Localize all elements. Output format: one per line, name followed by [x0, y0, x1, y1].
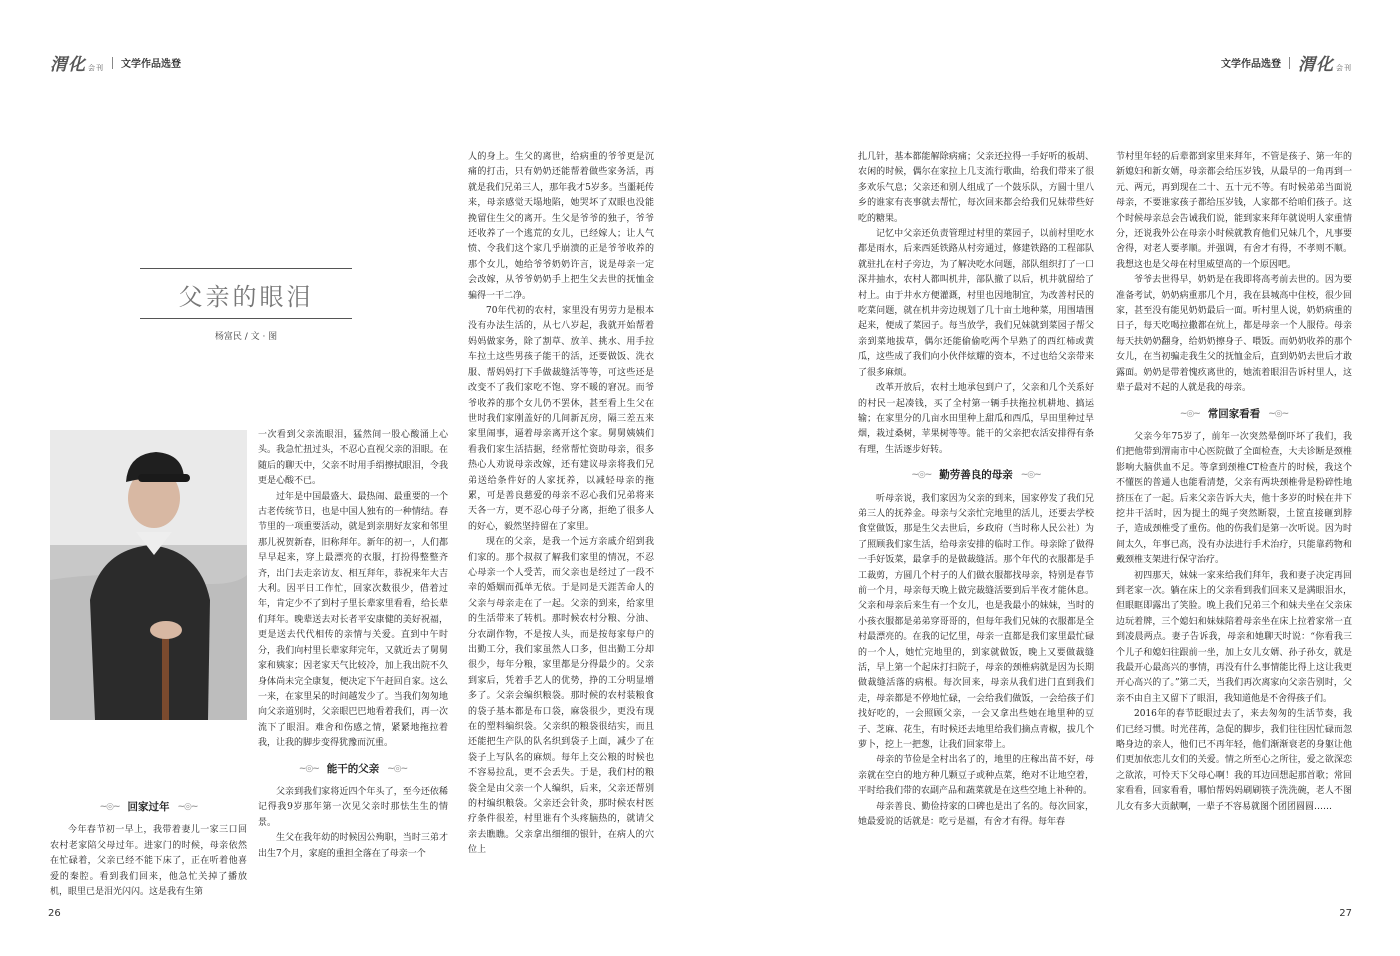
section-title: 文学作品选登	[1221, 59, 1281, 70]
section-heading	[858, 468, 1094, 483]
paragraph: 爷爷去世得早，奶奶是在我即将高考前去世的。因为要准备考试，奶奶病重那几个月，我在县城高中住校，很少回家，甚至没有能见奶奶最后一面。听村里人说，奶奶病重的日子，每天吃喝拉撒都在炕上，都是母亲一个人服侍。母亲每天扶奶奶翻身，给奶奶擦身子、喂饭。而奶奶收养的那个女儿，在当初骗走我生父的抚恤金后，直到奶奶去世后才敢露面。奶奶是带着愧疚离世的，她流着眼泪告诉村里人，这辈子最对不起的人就是我的母亲。	[1116, 275, 1352, 394]
column-4	[858, 150, 1094, 830]
ornament-left-icon: ~◎~	[99, 802, 120, 812]
right-header	[1221, 50, 1352, 75]
paragraph: 生父在我年幼的时候因公殉职，当时三弟才出生7个月，家庭的重担全落在了母亲一个	[258, 833, 448, 859]
column-1	[50, 790, 247, 900]
page-number-right: 27	[1339, 908, 1352, 919]
heading-text: 常回家看看	[1207, 407, 1261, 420]
paragraph: 扎几针，基本都能解除病痛；父亲还拉得一手好听的板胡、农闲的时候，偶尔在家拉上几支流行歌曲，给我们带来了很多欢乐气息；父亲还和别人组成了一个鼓乐队，方圆十里八乡的谁家有丧事就去帮忙，每次回来都会给我们兄妹带些好吃的糖果。	[858, 152, 1094, 224]
paragraph: 初四那天，妹妹一家来给我们拜年，我和妻子决定再回到老家一次。躺在床上的父亲看到我们回来又是满眼泪水，但眼眶即露出了笑脸。晚上我们兄弟三个和妹夫坐在父亲床边玩着牌，三个媳妇和妹妹陪着母亲坐在床上拉着家常一直到凌晨两点。妻子告诉我，母亲和她聊天时说：“你看我三个儿子和媳妇往跟前一坐，加上女儿女婿、孙子孙女，就是我最开心最高兴的事情，再没有什么事情能比得上这让我更开心高兴的了。”第二天，当我们再次离家向父亲告别时，父亲不由自主又留下了眼泪，我知道他是不舍得孩子们。	[1116, 570, 1352, 704]
father-photo	[50, 430, 247, 720]
heading-text: 勤劳善良的母亲	[939, 469, 1013, 482]
page-number-left: 26	[48, 908, 61, 919]
ornament-right-icon: ~◎~	[177, 802, 198, 812]
paragraph: 现在的父亲，是我一个远方亲戚介绍到我们家的。那个叔叔了解我们家里的情况，不忍心母亲一个人受苦，而父亲也是经过了一段不幸的婚姻而孤单无依。于是同是天涯苦命人的父亲与母亲走在了一起。父亲的到来，给家里的生活带来了转机。那时候农村分粮、分油、分农副作物，不是按人头，而是按每家每户的出勤工分，我们家虽然人口多，但出勤工分却很少，每年分粮，家里都是分得最少的。父亲到家后，凭着手艺人的优势，挣的工分明显增多了。父亲会编织粮袋。那时候的农村装粮食的袋子基本都是布口袋，麻袋很少，更没有现在的塑料编织袋。父亲织的粮袋很结实，而且还能把生产队的队名织到袋子上面，减少了在袋子上写队名的麻烦。每年上交公粮的时候也不容易拉乱，更不会丢失。于是，我们村的粮袋全是由父亲一个人编织，后来，父亲还帮别的村编织粮袋。父亲还会针灸，那时候农村医疗条件很差，村里谁有个头疼脑热的，就请父亲去瞧瞧。父亲拿出细细的银针，在病人的穴位上	[468, 537, 654, 856]
column-5	[1116, 150, 1352, 815]
right-page	[700, 0, 1400, 956]
paragraph: 父亲到我们家将近四个年头了，至今还依稀记得我9岁那年第一次见父亲时那怯生生的情景。	[258, 786, 448, 828]
article-title-block	[140, 268, 352, 342]
portrait-illustration	[50, 430, 247, 720]
paragraph: 今年春节初一早上，我带着妻儿一家三口回农村老家陪父母过年。进家门的时候，母亲依然在忙碌着，父亲已经不能下床了，正在听着他喜爱的秦腔。看到我们回来，他急忙关掉了播放机，眼里已是泪光闪闪。这是我有生第	[50, 825, 247, 898]
paragraph: 母亲善良、勤俭持家的口碑也是出了名的。每次回家，她最爱说的话就是：吃亏是福，有舍才有得。每年春	[858, 801, 1094, 828]
heading-text: 能干的父亲	[326, 762, 380, 775]
ornament-left-icon: ~◎~	[1179, 408, 1200, 419]
paragraph: 70年代初的农村，家里没有男劳力是根本没有办法生活的，从七八岁起，我就开始帮着妈妈做家务，除了割草、放羊、挑水、用手拉车拉土这些男孩子能干的活，还要做饭、洗衣服、帮妈妈打下手做裁缝活等等，可这些还是改变不了我们家吃不饱、穿不暖的窘况。而爷爷收养的那个女儿仍不罢休，甚至看上生父在世时我们家刚盖好的几间新瓦房，隔三差五来家里闹事，逼着母亲离开这个家。舅舅姨姨们看我们家生活拮据，经常帮忙资助母亲，很多热心人劝说母亲改嫁，还有建议母亲将我们兄弟送给条件好的人家抚养，以减轻母亲的拖累，可是善良慈爱的母亲不忍心我们兄弟将来天各一方，更不忍心母子分离，拒绝了很多人的好心，毅然坚持留在了家里。	[468, 306, 654, 532]
section-heading	[1116, 407, 1352, 422]
ornament-right-icon: ~◎~	[1268, 408, 1289, 419]
paragraph: 改革开放后，农村土地承包到户了，父亲和几个关系好的村民一起凑钱，买了全村第一辆手扶拖拉机耕地、搞运输；在家里分的几亩水田里种上甜瓜和西瓜，早田里种过旱烟，栽过桑树，苹果树等等。能干的父亲把农活安排得有条有理，生活逐步好转。	[858, 383, 1094, 455]
paragraph: 人的身上。生父的离世，给病重的爷爷更是沉痛的打击，只有奶奶还能帮着做些家务活，再就是我们兄弟三人，那年我才5岁多。当噩耗传来，母亲感觉天塌地陷，她哭坏了双眼也没能挽留住生父的离开。生父是爷爷的独子，爷爷还收养了一个逃荒的女儿，已经嫁人；让人气愤、令我们这个家几乎崩溃的正是爷爷收养的那个女儿，她给爷爷奶奶许言，说是母亲一定会改嫁，从爷爷奶奶手上把生父去世的抚恤金骗得一干二净。	[468, 152, 654, 301]
paragraph: 听母亲说，我们家因为父亲的到来，国家停发了我们兄弟三人的抚养金。母亲与父亲忙完地里的活儿，还要去学校食堂做饭，那是生父去世后，乡政府（当时称人民公社）为了照顾我们家生活，给母亲安排的临时工作。母亲除了做得一手好饭菜，最拿手的是做裁缝活。那个年代的衣服都是手工裁剪，方圆几个村子的人们做衣服都找母亲，特别是春节前一个月，母亲每天晚上做完裁缝活要到后半夜才能休息。父亲和母亲后来生有一个女儿，也是我最小的妹妹，当时的小孩衣服都是弟弟穿哥哥的，但每年我们兄妹的衣服都是全村最漂亮的。在我的记忆里，母亲一直都是我们家里最忙碌的一个人，她忙完地里的，到家就做饭，晚上又要做裁缝活，早上第一个起床打扫院子，母亲的颈椎病就是因为长期做裁缝活落的病根。每次回来，母亲从我们进门直到我们走，母亲都是不停地忙碌，一会给我们做饭，一会给孩子们找好吃的，一会照顾父亲，一会又拿出些她在地里种的豆子、芝麻、花生，有时候还去地里给我们摘点青椒，拔几个萝卜，挖上一把葱，让我们回家带上。	[858, 493, 1094, 751]
paragraph: 过年是中国最盛大、最热闹、最重要的一个古老传统节日，也是中国人独有的一种情结。春节里的一项重要活动，就是到亲朋好友家和邻里那儿祝贺新春，旧称拜年。新年的初一，人们都早早起来，穿上最漂亮的衣服，打扮得整整齐齐，出门去走亲访友、相互拜年，恭祝来年大吉大利。因平日工作忙，回家次数很少，借着过年，肯定少不了到村子里长辈家里看看，给长辈们拜年。晚辈送去对长者平安康健的美好祝福，更是送去代代相传的亲情与关爱。直到中午时分，我们向村里长辈家拜完年，又就近去了舅舅家和姨家；因老家天气比较冷，加上我出院不久身体尚未完全康复，便决定下午赶回自家。这么一来，在家里呆的时间越发少了。当我们匆匆地向父亲道别时，父亲眼巴巴地看着我们，再一次流下了眼泪。难舍和伤感之情，紧紧地拖拉着我，让我的脚步变得犹豫而沉重。	[258, 491, 448, 749]
article-author: 杨富民 / 文 · 图	[214, 332, 278, 342]
column-3	[468, 150, 654, 859]
header-separator	[112, 57, 113, 69]
section-title: 文学作品选登	[121, 59, 181, 70]
left-header	[50, 50, 181, 75]
paragraph: 一次看到父亲流眼泪，猛然间一股心酸涌上心头。我急忙扭过头，不忍心直视父亲的泪眼。在随后的聊天中，父亲不时用手绢擦拭眼泪，令我更是心酸不已。	[258, 430, 448, 487]
title-rule-bottom	[140, 318, 352, 319]
ornament-left-icon: ~◎~	[911, 470, 932, 481]
header-separator	[1289, 57, 1290, 69]
paragraph: 父亲今年75岁了，前年一次突然晕倒吓坏了我们，我们把他带到渭南市中心医院做了全面检查，大夫诊断是颈椎影响大脑供血不足。等拿到颈椎CT检查片的时候，我这个不懂医的普通人也能看清楚，父亲有两块颈椎骨是粉碎性地挤压在了一起。后来父亲告诉大夫，他十多岁的时候在井下挖井干活时，因为提土的绳子突然断裂，土筐直接砸到脖子，造成颈椎受了重伤。他的伤我们是第一次听说。因为时间太久，年事已高，没有办法进行手术治疗，只能靠药物和戴颈椎支架进行保守治疗。	[1116, 431, 1352, 566]
paragraph: 母亲的节俭是全村出名了的，地里的庄稼出苗不好，母亲就在空白的地方种几颗豆子或种点菜，绝对不让地空着，平时给我们带的农副产品和蔬菜就是在这些空地上补种的。	[858, 755, 1094, 797]
ornament-left-icon: ~◎~	[298, 763, 319, 774]
article-title: 父亲的眼泪	[178, 283, 314, 311]
magazine-logo: 渭化 会刊	[1298, 55, 1352, 75]
section-heading	[258, 762, 448, 777]
column-2	[258, 428, 448, 862]
paragraph: 记忆中父亲还负责管理过村里的菜园子，以前村里吃水都是雨水，后来西延铁路从村旁通过，修建铁路的工程部队就驻扎在村子旁边，为了解决吃水问题，部队组织打了一口深井抽水，农村人都叫机井，部队撤了以后，机井就留给了村上。由于井水方便灌溉，村里也因地制宜，为改善村民的吃菜问题，就在机井旁边规划了几十亩土地种菜，用围墙围起来，便成了菜园子。每当放学，我们兄妹就到菜园子帮父亲到菜地拔草，偶尔还能偷偷吃两个早熟了的西红柿或黄瓜，这些成了我们向小伙伴炫耀的资本，不过也给父亲带来了很多麻烦。	[858, 229, 1094, 378]
magazine-logo: 渭化 会刊	[50, 55, 104, 75]
heading-text: 回家过年	[127, 801, 170, 813]
paragraph: 2016年的春节眨眼过去了，来去匆匆的生活节奏，我们已经习惯。时光荏苒，急促的脚步，我们往往因忙碌而忽略身边的亲人，他们已不再年轻，他们渐渐衰老的身躯让他们更加依恋儿女们的关爱。情之所至心之所往，爱之欲深恋之欲浓，可怜天下父母心啊！我的耳边回想起那首歌；常回家看看，回家看看，哪怕帮妈妈刷刷筷子洗洗碗，老人不图儿女有多大贡献啊，一辈子不容易就图个团团圆圆……	[1116, 709, 1352, 812]
ornament-right-icon: ~◎~	[387, 763, 408, 774]
ornament-right-icon: ~◎~	[1020, 470, 1041, 481]
section-heading	[50, 800, 247, 815]
paragraph: 节村里年轻的后辈都到家里来拜年，不管是孩子、第一年的新媳妇和新女婿，母亲都会给压岁钱，从最早的一角再到一元、两元，再到现在二十、五十元不等。有时候弟弟当面说母亲，不要谁家孩子都给压岁钱，人家都不给咱们孩子。这个时候母亲总会告诫我们说，能到家来拜年就说明人家重情分，还说我外公在母亲小时候就教育他们兄妹几个，凡事要舍得，对老人要孝顺。并强调，有舍才有得，不孝则不顺。我想这也是父母在村里威望高的一个原因吧。	[1116, 152, 1352, 270]
